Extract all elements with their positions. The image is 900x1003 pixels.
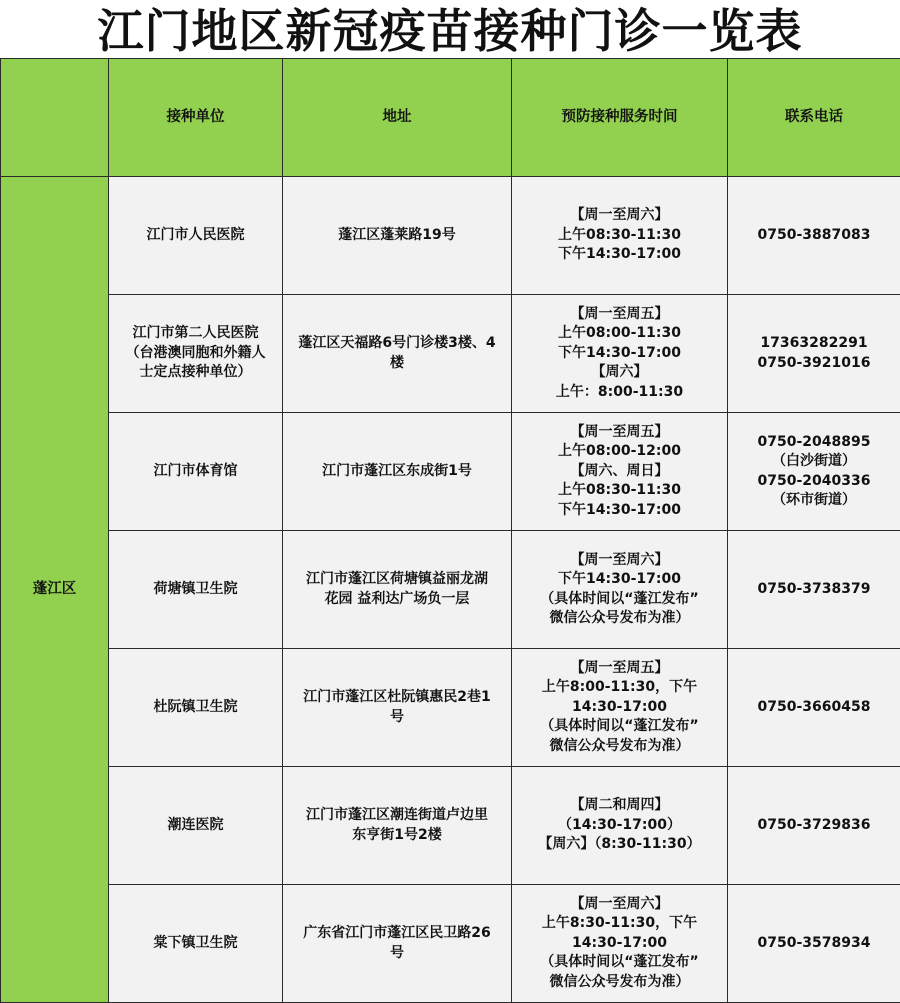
time-line: 【周二和周四】 [570,797,669,814]
address-line: 号 [390,944,404,961]
time-cell [512,767,728,885]
address-line: 江门市蓬江区杜阮镇惠民2巷1 [303,689,491,705]
time-line: 【周一至周五】 [570,659,669,676]
phone-line: 0750-3578934 [757,934,871,951]
table-row [1,767,900,885]
time-cell [512,649,728,767]
unit-line: 荷塘镇卫生院 [153,580,238,597]
unit-line: 江门市体育馆 [153,462,238,479]
time-line: 上午08:00-12:00 [558,443,681,460]
header-phone: 联系电话 [728,59,900,177]
unit-line: 士定点接种单位） [139,364,252,381]
address-line: 花园 益利达广场负一层 [324,590,470,607]
unit-line: 江门市第二人民医院 [132,325,259,342]
address-line: 江门市蓬江区荷塘镇益丽龙湖 [306,571,488,587]
phone-line: 0750-3660458 [757,698,871,715]
table-row [1,885,900,1003]
address-line: 楼 [390,354,404,371]
header-region [1,59,109,177]
table-row [1,531,900,649]
address-line: 蓬江区天福路6号门诊楼3楼、4 [298,335,496,351]
table-row [1,649,900,767]
time-line: 上午8:30-11:30，下午 [541,915,698,932]
header-time: 预防接种服务时间 [512,59,728,177]
time-line: 14:30-17:00 [572,698,667,715]
time-line: （具体时间以“蓬江发布” [540,718,699,735]
time-line: 【周六、周日】 [570,462,669,479]
region-cell: 蓬江区 [1,177,109,1003]
table-row [1,177,900,295]
clinic-table [0,58,900,1003]
phone-cell [728,885,900,1003]
time-line: 14:30-17:00 [572,934,667,951]
phone-cell [728,649,900,767]
address-line: 号 [390,708,404,725]
time-line: 【周六】（8:30-11:30） [538,836,701,853]
table-row [1,413,900,531]
time-line: 下午14:30-17:00 [558,571,681,587]
time-line: 上午08:30-11:30 [558,226,681,243]
time-cell [512,177,728,295]
unit-cell [109,295,283,413]
phone-line: 0750-3921016 [757,354,871,371]
time-line: 微信公众号发布为准） [549,973,690,990]
time-line: 【周一至周五】 [570,423,669,440]
unit-line: 江门市人民医院 [146,226,245,243]
unit-cell [109,649,283,767]
address-cell [283,767,512,885]
time-line: 【周六】 [591,364,648,381]
table-body [1,177,900,1003]
address-cell [283,885,512,1003]
phone-line: 0750-2040336 [757,472,871,489]
time-line: 【周一至周六】 [570,551,669,568]
unit-line: 棠下镇卫生院 [153,934,238,951]
time-cell [512,295,728,413]
address-cell [283,177,512,295]
phone-line: （白沙街道） [772,453,856,469]
time-line: 【周一至周五】 [570,305,669,322]
time-cell [512,531,728,649]
address-cell [283,413,512,531]
phone-line: 0750-3729836 [757,816,871,833]
time-line: 下午14:30-17:00 [558,344,681,361]
unit-cell [109,177,283,295]
time-cell [512,885,728,1003]
unit-cell [109,767,283,885]
time-line: 【周一至周六】 [570,895,669,912]
phone-line: （环市街道） [772,492,856,508]
address-line: 江门市蓬江区东成街1号 [322,462,472,479]
phone-cell [728,177,900,295]
phone-line: 0750-2048895 [757,433,871,450]
unit-line: （台港澳同胞和外籍人 [125,344,266,361]
time-line: 下午14:30-17:00 [558,246,681,263]
phone-line: 17363282291 [760,335,868,351]
time-line: 上午08:30-11:30 [558,482,681,499]
unit-line: 杜阮镇卫生院 [153,698,238,715]
address-cell [283,531,512,649]
time-line: 下午14:30-17:00 [558,501,681,518]
address-line: 东亨街1号2楼 [352,826,442,843]
phone-cell [728,531,900,649]
address-line: 广东省江门市蓬江区民卫路26 [303,925,491,941]
time-cell [512,413,728,531]
address-cell [283,649,512,767]
page-title: 江门地区新冠疫苗接种门诊一览表 [97,4,803,58]
phone-line: 0750-3887083 [757,226,871,243]
time-line: 【周一至周六】 [570,207,669,224]
phone-cell [728,295,900,413]
time-line: 上午：8:00-11:30 [555,383,684,400]
time-line: （14:30-17:00） [558,816,681,833]
header-unit: 接种单位 [109,59,283,177]
header-address: 地址 [283,59,512,177]
time-line: （具体时间以“蓬江发布” [540,954,699,971]
unit-cell [109,531,283,649]
address-cell [283,295,512,413]
time-line: 微信公众号发布为准） [549,737,690,754]
phone-cell [728,413,900,531]
address-line: 蓬江区蓬莱路19号 [338,226,456,243]
time-line: 上午8:00-11:30，下午 [541,679,698,696]
unit-line: 潮连医院 [167,816,224,833]
time-line: （具体时间以“蓬江发布” [540,590,699,607]
header-row [1,59,900,177]
phone-line: 0750-3738379 [757,580,871,597]
table-row [1,295,900,413]
unit-cell [109,413,283,531]
time-line: 上午08:00-11:30 [558,325,681,342]
time-line: 微信公众号发布为准） [549,610,690,626]
unit-cell [109,885,283,1003]
address-line: 江门市蓬江区潮连街道卢边里 [306,807,488,823]
phone-cell [728,767,900,885]
